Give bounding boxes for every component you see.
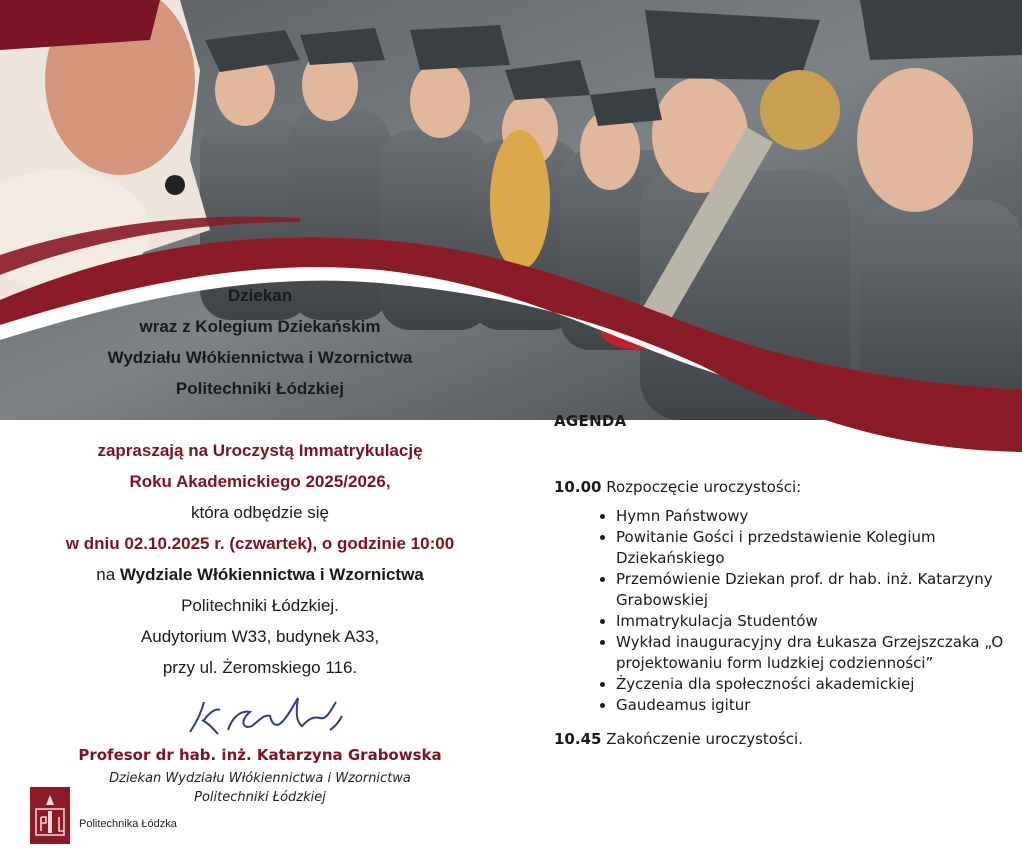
invitation-event: zapraszają na Uroczystą Immatrykulację — [97, 441, 423, 460]
list-item: • Powitanie Gości i przedstawienie Kolegium Dziekańskiego — [616, 527, 1004, 569]
invitation-year: Roku Akademickiego 2025/2026, — [129, 472, 391, 491]
invitation-auditorium: Audytorium W33, budynek A33, — [140, 627, 380, 646]
invitation-block — [20, 286, 500, 410]
university-emblem-icon — [30, 787, 70, 844]
agenda-end — [554, 730, 1004, 748]
signatory-role-line1: Dziekan Wydziału Włókiennictwa i Wzornictwa — [109, 771, 411, 786]
list-item: • Gaudeamus igitur — [616, 695, 1004, 716]
invitation-line-dean: Dziekan — [227, 286, 293, 305]
invitation-location-faculty: Wydziale Włókiennictwa i Wzornictwa — [119, 565, 424, 584]
university-logo — [30, 787, 70, 844]
list-item: • Życzenia dla społeczności akademickiej — [616, 674, 1004, 695]
handwritten-signature — [180, 690, 350, 745]
agenda-start-time: 10.00 — [554, 478, 602, 496]
list-item: • Immatrykulacja Studentów — [616, 611, 1004, 632]
invitation-will-take-place: która odbędzie się — [191, 503, 329, 522]
list-item: • Hymn Państwowy — [616, 506, 1004, 527]
invitation-details — [20, 441, 500, 689]
invitation-location-prefix: na — [96, 565, 116, 584]
agenda-end-time: 10.45 — [554, 730, 602, 748]
signatory-name: Profesor dr hab. inż. Katarzyna Grabowska — [78, 746, 442, 764]
invitation-line-university: Politechniki Łódzkiej — [175, 379, 345, 398]
university-logo-text: Politechnika Łódzka — [79, 818, 177, 830]
agenda-list — [554, 506, 1004, 716]
invitation-line-faculty: Wydziału Włókiennictwa i Wzornictwa — [107, 348, 413, 367]
list-item: • Przemówienie Dziekan prof. dr hab. inż. Katarzyny Grabowskiej — [616, 569, 1004, 611]
signatory-role-line2: Politechniki Łódzkiej — [194, 790, 326, 805]
agenda-start-text: Rozpoczęcie uroczystości: — [606, 478, 802, 496]
invitation-line-college: wraz z Kolegium Dziekańskim — [139, 317, 381, 336]
agenda-title: AGENDA — [554, 412, 627, 430]
agenda-start — [554, 478, 1004, 496]
agenda-end-text: Zakończenie uroczystości. — [606, 730, 803, 748]
invitation-location-university: Politechniki Łódzkiej. — [181, 596, 339, 615]
invitation-date: w dniu 02.10.2025 r. (czwartek), o godzinie 10:00 — [65, 534, 455, 553]
invitation-location — [20, 565, 500, 596]
agenda-section — [554, 412, 1004, 748]
list-item: • Wykład inauguracyjny dra Łukasza Grzejszczaka „O projektowaniu form ludzkiej codzienności” — [616, 632, 1004, 674]
invitation-address: przy ul. Żeromskiego 116. — [162, 658, 358, 677]
